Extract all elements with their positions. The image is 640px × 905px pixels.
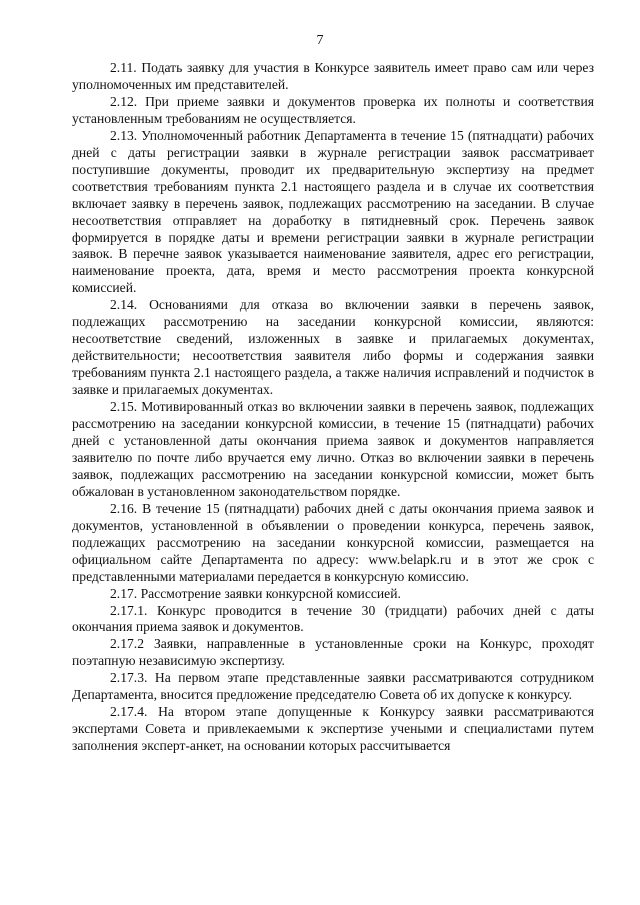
paragraph-2-14: 2.14. Основаниями для отказа во включении заявки в перечень заявок, подлежащих рассмотрению на заседании конкурсной комиссии, являются: несоответствие сведений, изложенных в заявке и прилагаемых документах, действительности; несоответствия заявителя либо формы и содержания заявки требованиям пункта 2.1 настоящего раздела, а также наличия исправлений и подчисток в заявке и прилагаемых документах. — [72, 297, 594, 398]
paragraph-2-11: 2.11. Подать заявку для участия в Конкурсе заявитель имеет право сам или через уполномоченных им представителей. — [72, 60, 594, 92]
paragraph-2-12: 2.12. При приеме заявки и документов проверка их полноты и соответствия установленным требованиям не осуществляется. — [72, 93, 594, 126]
paragraph-2-13: 2.13. Уполномоченный работник Департамента в течение 15 (пятнадцати) рабочих дней с даты регистрации заявки в журнале регистрации заявок рассматривает поступившие документы, проводит их предварительную экспертизу на предмет соответствия требованиям пункта 2.1 настоящего раздела и в случае их соответствия включает заявку в перечень заявок, подлежащих рассмотрению на заседании. В случае несоответствия отправляет на доработку в пятидневный срок. Перечень заявок формируется в порядке даты и времени регистрации заявки в журнале регистрации заявок. В перечне заявок указывается наименование заявителя, адрес его регистрации, наименование проекта, дата, время и место рассмотрения проекта конкурсной комиссией. — [72, 127, 594, 296]
paragraph-2-17-1: 2.17.1. Конкурс проводится в течение 30 (тридцати) рабочих дней с даты окончания приема заявок и документов. — [72, 602, 594, 635]
paragraph-2-17-3: 2.17.3. На первом этапе представленные заявки рассматриваются сотрудником Департамента, вносится предложение председателю Совета об их допуске к конкурсу. — [72, 670, 594, 703]
paragraph-2-15: 2.15. Мотивированный отказ во включении заявки в перечень заявок, подлежащих рассмотрению на заседании конкурсной комиссии, в течение 15 (пятнадцати) рабочих дней с установленной даты окончания приема заявок и документов направляется заявителю по почте либо вручается ему лично. Отказ во включении заявки в перечень заявок, подлежащих рассмотрению на заседании конкурсной комиссии, может быть обжалован в установленном законодательством порядке. — [72, 399, 594, 499]
paragraph-2-16: 2.16. В течение 15 (пятнадцати) рабочих дней с даты окончания приема заявок и документов, установленной в объявлении о проведении конкурса, перечень заявок, подлежащих рассмотрению на заседании конкурсной комиссии, размещается на официальном сайте Департамента по адресу: www.belapk.ru и в этот же срок с представленными материалами передается в конкурсную комиссию. — [72, 500, 594, 584]
page-number: 7 — [316, 33, 324, 48]
paragraph-2-17-4: 2.17.4. На втором этапе допущенные к Конкурсу заявки рассматриваются экспертами Совета и привлекаемыми к экспертизе учеными и специалистами путем заполнения эксперт-анкет, на основании которых рассчитывается — [72, 704, 594, 754]
paragraph-2-17-2: 2.17.2 Заявки, направленные в установленные сроки на Конкурс, проходят поэтапную независимую экспертизу. — [72, 636, 594, 669]
document-body — [72, 60, 594, 755]
paragraph-2-17: 2.17. Рассмотрение заявки конкурсной комиссией. — [110, 585, 401, 601]
